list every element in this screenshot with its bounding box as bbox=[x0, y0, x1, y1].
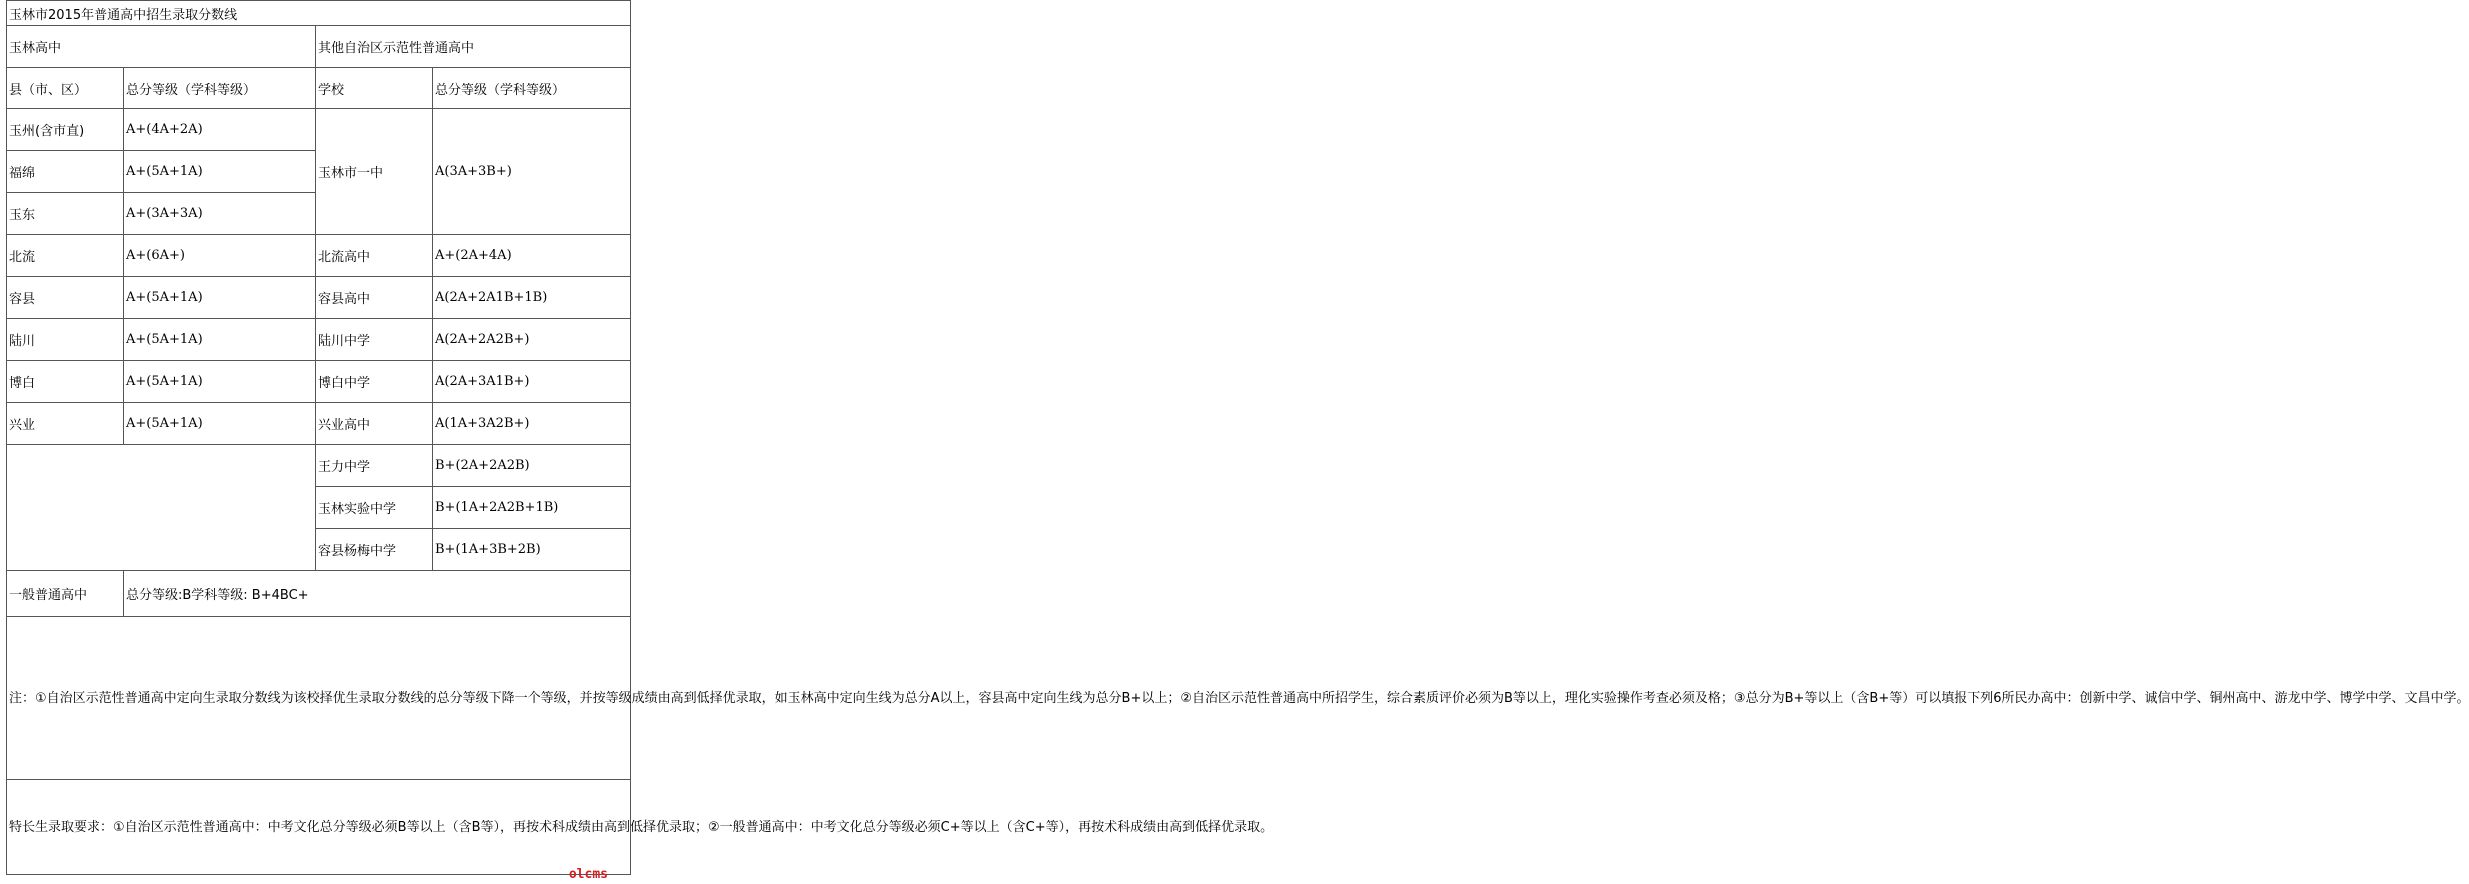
grade-cell: A+(5A+1A) bbox=[124, 151, 316, 193]
county-cell: 陆川 bbox=[7, 319, 124, 361]
school-cell: 玉林实验中学 bbox=[316, 487, 433, 529]
general-high-label: 一般普通高中 bbox=[7, 571, 124, 617]
general-high-row bbox=[7, 571, 631, 617]
school-grade-cell: B+(1A+2A2B+1B) bbox=[433, 487, 631, 529]
school-cell: 北流高中 bbox=[316, 235, 433, 277]
table-row bbox=[7, 235, 631, 277]
grade-cell: A+(3A+3A) bbox=[124, 193, 316, 235]
county-cell: 北流 bbox=[7, 235, 124, 277]
school-cell: 博白中学 bbox=[316, 361, 433, 403]
county-cell: 玉东 bbox=[7, 193, 124, 235]
table-row bbox=[7, 403, 631, 445]
table-row bbox=[7, 361, 631, 403]
section-other-high: 其他自治区示范性普通高中 bbox=[316, 26, 631, 68]
grade-cell: A+(5A+1A) bbox=[124, 277, 316, 319]
school-cell: 容县杨梅中学 bbox=[316, 529, 433, 571]
special-students-cell: 特长生录取要求：①自治区示范性普通高中：中考文化总分等级必须B等以上（含B等），再按术科成绩由高到低择优录取；②一般普通高中：中考文化总分等级必须C+等以上（含C+等），再按术科成绩由高到低择优录取。 bbox=[7, 780, 631, 875]
school-grade-cell: A(2A+2A2B+) bbox=[433, 319, 631, 361]
school-grade-cell: B+(1A+3B+2B) bbox=[433, 529, 631, 571]
school-grade-cell: A+(2A+4A) bbox=[433, 235, 631, 277]
grade-cell: A+(4A+2A) bbox=[124, 109, 316, 151]
county-cell: 兴业 bbox=[7, 403, 124, 445]
school-grade-cell: B+(2A+2A2B) bbox=[433, 445, 631, 487]
grade-cell: A+(6A+) bbox=[124, 235, 316, 277]
header-county: 县（市、区） bbox=[7, 68, 124, 109]
county-cell: 容县 bbox=[7, 277, 124, 319]
header-grade-right: 总分等级（学科等级） bbox=[433, 68, 631, 109]
school-grade-cell: A(2A+3A1B+) bbox=[433, 361, 631, 403]
school-grade-cell: A(2A+2A1B+1B) bbox=[433, 277, 631, 319]
general-high-value: 总分等级:B学科等级: B+4BC+ bbox=[124, 571, 631, 617]
header-grade-left: 总分等级（学科等级） bbox=[124, 68, 316, 109]
table-row bbox=[7, 109, 631, 151]
school-cell: 容县高中 bbox=[316, 277, 433, 319]
grade-cell: A+(5A+1A) bbox=[124, 361, 316, 403]
school-cell-yulin-no1: 玉林市一中 bbox=[316, 109, 433, 235]
table-row bbox=[7, 277, 631, 319]
school-cell: 王力中学 bbox=[316, 445, 433, 487]
grade-cell-yulin-no1: A(3A+3B+) bbox=[433, 109, 631, 235]
table-title: 玉林市2015年普通高中招生录取分数线 bbox=[7, 1, 631, 26]
watermark: olcms bbox=[568, 867, 608, 882]
school-cell: 兴业高中 bbox=[316, 403, 433, 445]
school-grade-cell: A(1A+3A2B+) bbox=[433, 403, 631, 445]
county-cell: 博白 bbox=[7, 361, 124, 403]
grade-cell: A+(5A+1A) bbox=[124, 403, 316, 445]
notes-cell: 注：①自治区示范性普通高中定向生录取分数线为该校择优生录取分数线的总分等级下降一个等级，并按等级成绩由高到低择优录取，如玉林高中定向生线为总分A以上，容县高中定向生线为总分B+以上；②自治区示范性普通高中所招学生，综合素质评价必须为B等以上，理化实验操作考查必须及格；③总分为B+等以上（含B+等）可以填报下列6所民办高中：创新中学、诚信中学、铜州高中、游龙中学、博学中学、文昌中学。 bbox=[7, 617, 631, 780]
county-cell: 玉州(含市直) bbox=[7, 109, 124, 151]
county-cell: 福绵 bbox=[7, 151, 124, 193]
admission-score-table bbox=[6, 0, 2469, 875]
school-cell: 陆川中学 bbox=[316, 319, 433, 361]
grade-cell: A+(5A+1A) bbox=[124, 319, 316, 361]
section-yulin-high: 玉林高中 bbox=[7, 26, 316, 68]
empty-merged-cell bbox=[7, 445, 316, 571]
table-row bbox=[7, 445, 631, 487]
header-school: 学校 bbox=[316, 68, 433, 109]
table-row bbox=[7, 319, 631, 361]
